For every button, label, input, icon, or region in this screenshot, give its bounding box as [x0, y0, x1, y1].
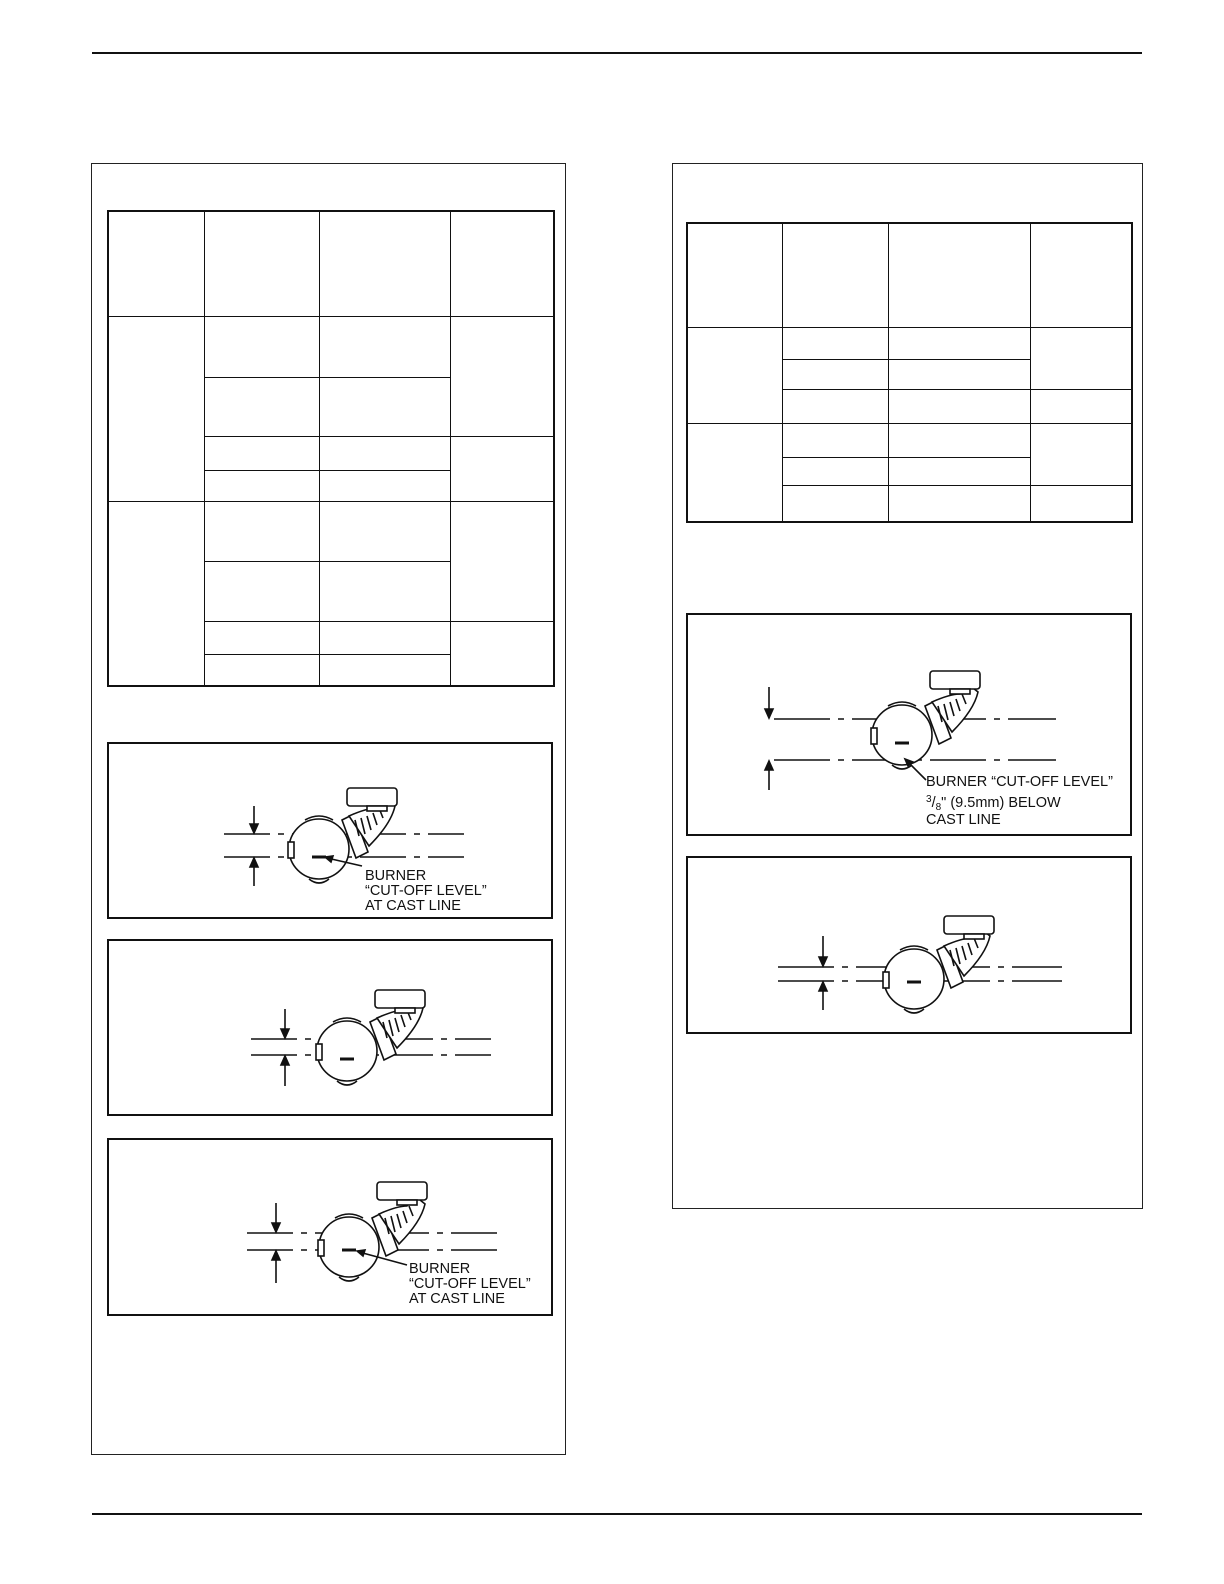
table-group-cell: [687, 327, 782, 423]
table-cell: [782, 457, 888, 485]
table-cell: [204, 436, 319, 470]
table-cell: [782, 359, 888, 389]
table-cell: [782, 389, 888, 423]
table-group-cell: [108, 316, 204, 501]
table-cell: [888, 457, 1030, 485]
right-spec-table: [686, 222, 1133, 523]
table-cell: [782, 423, 888, 457]
table-cell: [319, 654, 450, 686]
header-rule: [92, 52, 1142, 54]
right-figure-1: [686, 613, 1132, 836]
table-cell: [1030, 389, 1132, 423]
figure-4-label-line-2: $^3/_8$" (9.5mm) BELOW: [926, 794, 1061, 813]
footer-rule: [92, 1513, 1142, 1515]
table-cell: [1030, 485, 1132, 522]
fraction-numerator: 3: [926, 794, 932, 805]
fraction-denominator: 8: [935, 802, 942, 813]
figure-1-label-line-3: AT CAST LINE: [365, 898, 461, 914]
table-cell: [204, 621, 319, 654]
table-cell: [319, 501, 450, 561]
figure-3-label-line-3: AT CAST LINE: [409, 1291, 505, 1307]
right-figure-2: [686, 856, 1132, 1034]
table-group-cell: [108, 501, 204, 686]
table-cell: [888, 359, 1030, 389]
burner-diagram-4: [688, 615, 1134, 838]
figure-3-label-line-1: BURNER: [409, 1261, 471, 1277]
table-cell: [204, 316, 319, 377]
burner-diagram-3: [109, 1140, 555, 1318]
table-cell: [204, 470, 319, 501]
figure-1-label-line-1: BURNER: [365, 868, 427, 884]
table-cell: [319, 470, 450, 501]
table-cell: [204, 501, 319, 561]
table-cell: [204, 377, 319, 436]
table-cell: [782, 485, 888, 522]
table-cell: [450, 436, 554, 501]
figure-1-label-line-2: “CUT-OFF LEVEL”: [365, 883, 487, 899]
table-header-cell: [888, 223, 1030, 327]
table-cell: [204, 654, 319, 686]
table-cell: [204, 561, 319, 621]
table-header-cell: [782, 223, 888, 327]
table-cell: [450, 621, 554, 686]
table-header-cell: [450, 211, 554, 316]
table-cell: [319, 316, 450, 377]
left-figure-2: [107, 939, 553, 1116]
table-header-cell: [687, 223, 782, 327]
table-cell: [888, 485, 1030, 522]
table-header-cell: [204, 211, 319, 316]
burner-diagram-1: [109, 744, 555, 921]
table-cell: [888, 389, 1030, 423]
table-header-cell: [1030, 223, 1132, 327]
left-figure-1: [107, 742, 553, 919]
table-group-cell: [687, 423, 782, 522]
table-cell: [319, 621, 450, 654]
table-cell: [319, 436, 450, 470]
table-cell: [888, 423, 1030, 457]
table-cell: [782, 327, 888, 359]
table-cell: [319, 377, 450, 436]
table-header-cell: [108, 211, 204, 316]
table-cell: [450, 501, 554, 621]
figure-4-label-line-2-rest: " (9.5mm) BELOW: [941, 795, 1061, 811]
left-figure-3: [107, 1138, 553, 1316]
left-spec-table: [107, 210, 555, 687]
burner-diagram-2: [109, 941, 555, 1118]
table-cell: [1030, 423, 1132, 485]
figure-3-label-line-2: “CUT-OFF LEVEL”: [409, 1276, 531, 1292]
table-cell: [1030, 327, 1132, 389]
table-cell: [319, 561, 450, 621]
table-cell: [888, 327, 1030, 359]
figure-4-label-line-3: CAST LINE: [926, 812, 1001, 828]
table-cell: [450, 316, 554, 436]
table-header-cell: [319, 211, 450, 316]
figure-4-label-line-1: BURNER “CUT-OFF LEVEL”: [926, 774, 1113, 790]
burner-diagram-5: [688, 858, 1134, 1036]
